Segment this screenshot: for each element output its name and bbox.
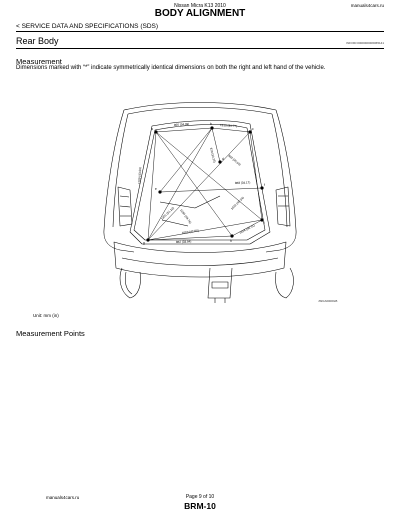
point-label: a xyxy=(151,127,153,131)
measurement-description: Dimensions marked with “*” indicate symmetrically identical dimensions on both the right and left hand of the vehicle. xyxy=(16,65,326,71)
point-label: c xyxy=(252,127,254,131)
dimension-label: 1024 (40.31) xyxy=(238,223,256,235)
subsection-divider xyxy=(16,48,384,49)
rear-body-diagram xyxy=(100,92,300,304)
dimension-label: 1109 (43.66) xyxy=(137,167,143,185)
dimension-label: 1315 (51.77) xyxy=(219,123,238,129)
header-site-link[interactable]: manuals4cars.ru xyxy=(350,3,384,8)
measurement-points-heading: Measurement Points xyxy=(16,329,85,338)
dimension-label: 1301 (51.22) xyxy=(159,206,175,221)
measurement-point-marker xyxy=(210,126,213,129)
footer-page-number: Page 9 of 10 xyxy=(185,494,215,500)
header-model: Nissan Micra K13 2010 xyxy=(174,3,226,9)
dimension-label: 1264 (49.76) xyxy=(179,208,193,225)
section-breadcrumb[interactable]: < SERVICE DATA AND SPECIFICATIONS (SDS) xyxy=(16,23,159,30)
point-label: i xyxy=(264,221,265,225)
measurement-point-marker xyxy=(154,130,157,133)
measurement-point-marker xyxy=(230,234,233,237)
point-label: b xyxy=(210,122,212,126)
dimension-label: 1022 (40.24) xyxy=(229,195,245,211)
footer-site-link[interactable]: manuals4cars.ru xyxy=(46,495,80,500)
dimension-label: 870 (34.25) xyxy=(209,147,217,164)
dimension-label: 903 (35.55) xyxy=(227,153,242,167)
subsection-title: Rear Body xyxy=(16,36,59,46)
figure-code: JSKIA0000GB xyxy=(318,299,338,303)
point-label: e xyxy=(155,187,157,191)
dimension-label: 1083 (42.64) xyxy=(181,228,199,235)
measurement-heading: Measurement xyxy=(16,57,62,66)
dimension-label: 866 (34.09) xyxy=(173,121,190,127)
footer-doc-code: BRM-10 xyxy=(184,501,216,511)
dimension-label: 862 (33.94) xyxy=(175,239,192,244)
measurement-point-marker xyxy=(146,238,149,241)
point-label: g xyxy=(143,241,145,245)
point-label: h xyxy=(230,239,232,243)
measurement-point-marker xyxy=(158,190,161,193)
point-label: f xyxy=(264,183,265,187)
subsection-info-id: INFOID:0000000006065141 xyxy=(346,41,384,45)
page-title: BODY ALIGNMENT xyxy=(154,8,246,19)
vehicle-outline xyxy=(104,103,296,304)
dimension-label: 868 (34.17) xyxy=(234,180,251,185)
unit-label: Unit: mm (in) xyxy=(33,313,59,318)
point-label: d xyxy=(222,157,224,161)
header-divider xyxy=(16,31,384,32)
